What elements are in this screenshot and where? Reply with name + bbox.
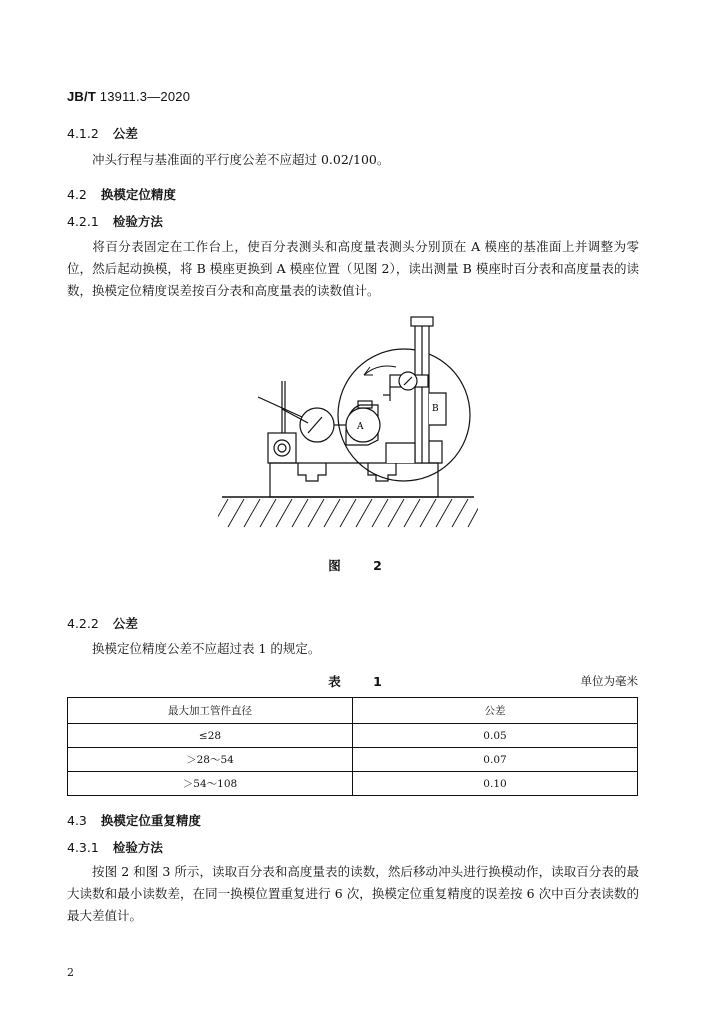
section-4-2-heading: 4.2 换模定位精度 bbox=[67, 187, 176, 202]
table-1 bbox=[67, 697, 638, 796]
dial-indicator bbox=[300, 408, 334, 442]
table-header-row bbox=[68, 698, 638, 724]
section-4-1-2-heading: 4.1.2 公差 bbox=[67, 126, 138, 141]
table-header-diameter: 最大加工管件直径 bbox=[68, 698, 353, 724]
figure-2-caption: 图 2 bbox=[328, 558, 396, 573]
section-4-3-1-heading: 4.3.1 检验方法 bbox=[67, 840, 163, 855]
table-row bbox=[68, 724, 638, 748]
figure-2-diagram bbox=[218, 305, 478, 535]
table-cell-diameter: ＞54～108 bbox=[68, 772, 353, 796]
table-cell-tolerance: 0.07 bbox=[353, 748, 638, 772]
table-header-tolerance: 公差 bbox=[353, 698, 638, 724]
figure-label-b: B bbox=[432, 404, 439, 414]
ground-hatching bbox=[218, 499, 478, 527]
table-1-caption: 表 1 bbox=[328, 674, 396, 689]
standard-year: 13911.3—2020 bbox=[95, 89, 191, 104]
section-4-2-2-text: 换模定位精度公差不应超过表 1 的规定。 bbox=[92, 641, 321, 656]
figure-label-a: A bbox=[357, 422, 364, 432]
section-4-3-1-text: 按图 2 和图 3 所示，读取百分表和高度量表的读数，然后移动冲头进行换模动作，读取百分表的最大读数和最小读数差，在同一换模位置重复进行 6 次，换模定位重复精度的误差按 6 次中百分表读数的最大差值计。 bbox=[67, 864, 639, 923]
magnetic-base bbox=[268, 433, 296, 463]
standard-header bbox=[67, 89, 190, 104]
table-cell-tolerance: 0.10 bbox=[353, 772, 638, 796]
standard-code: JB/T bbox=[67, 89, 96, 104]
section-4-1-2-text: 冲头行程与基准面的平行度公差不应超过 0.02/100。 bbox=[92, 152, 390, 167]
table-cell-diameter: ＞28～54 bbox=[68, 748, 353, 772]
section-4-3-heading: 4.3 换模定位重复精度 bbox=[67, 813, 201, 828]
rotation-arrow bbox=[364, 366, 396, 375]
table-1-unit: 单位为毫米 bbox=[580, 674, 638, 688]
section-4-2-1-heading: 4.2.1 检验方法 bbox=[67, 214, 163, 229]
section-4-2-1-text: 将百分表固定在工作台上，使百分表测头和高度量表测头分别顶在 A 模座的基准面上并调整为零位，然后起动换模，将 B 模座更换到 A 模座位置（见图 2），读出测量 B 模座时百分表和高度量表的读数，换模定位精度误差按百分表和高度量表的读数值计。 bbox=[67, 239, 639, 298]
table-cell-tolerance: 0.05 bbox=[353, 724, 638, 748]
table-cell-diameter: ≤28 bbox=[68, 724, 353, 748]
page-number: 2 bbox=[67, 966, 74, 979]
table-row bbox=[68, 772, 638, 796]
table-row bbox=[68, 748, 638, 772]
section-4-2-2-heading: 4.2.2 公差 bbox=[67, 616, 138, 631]
